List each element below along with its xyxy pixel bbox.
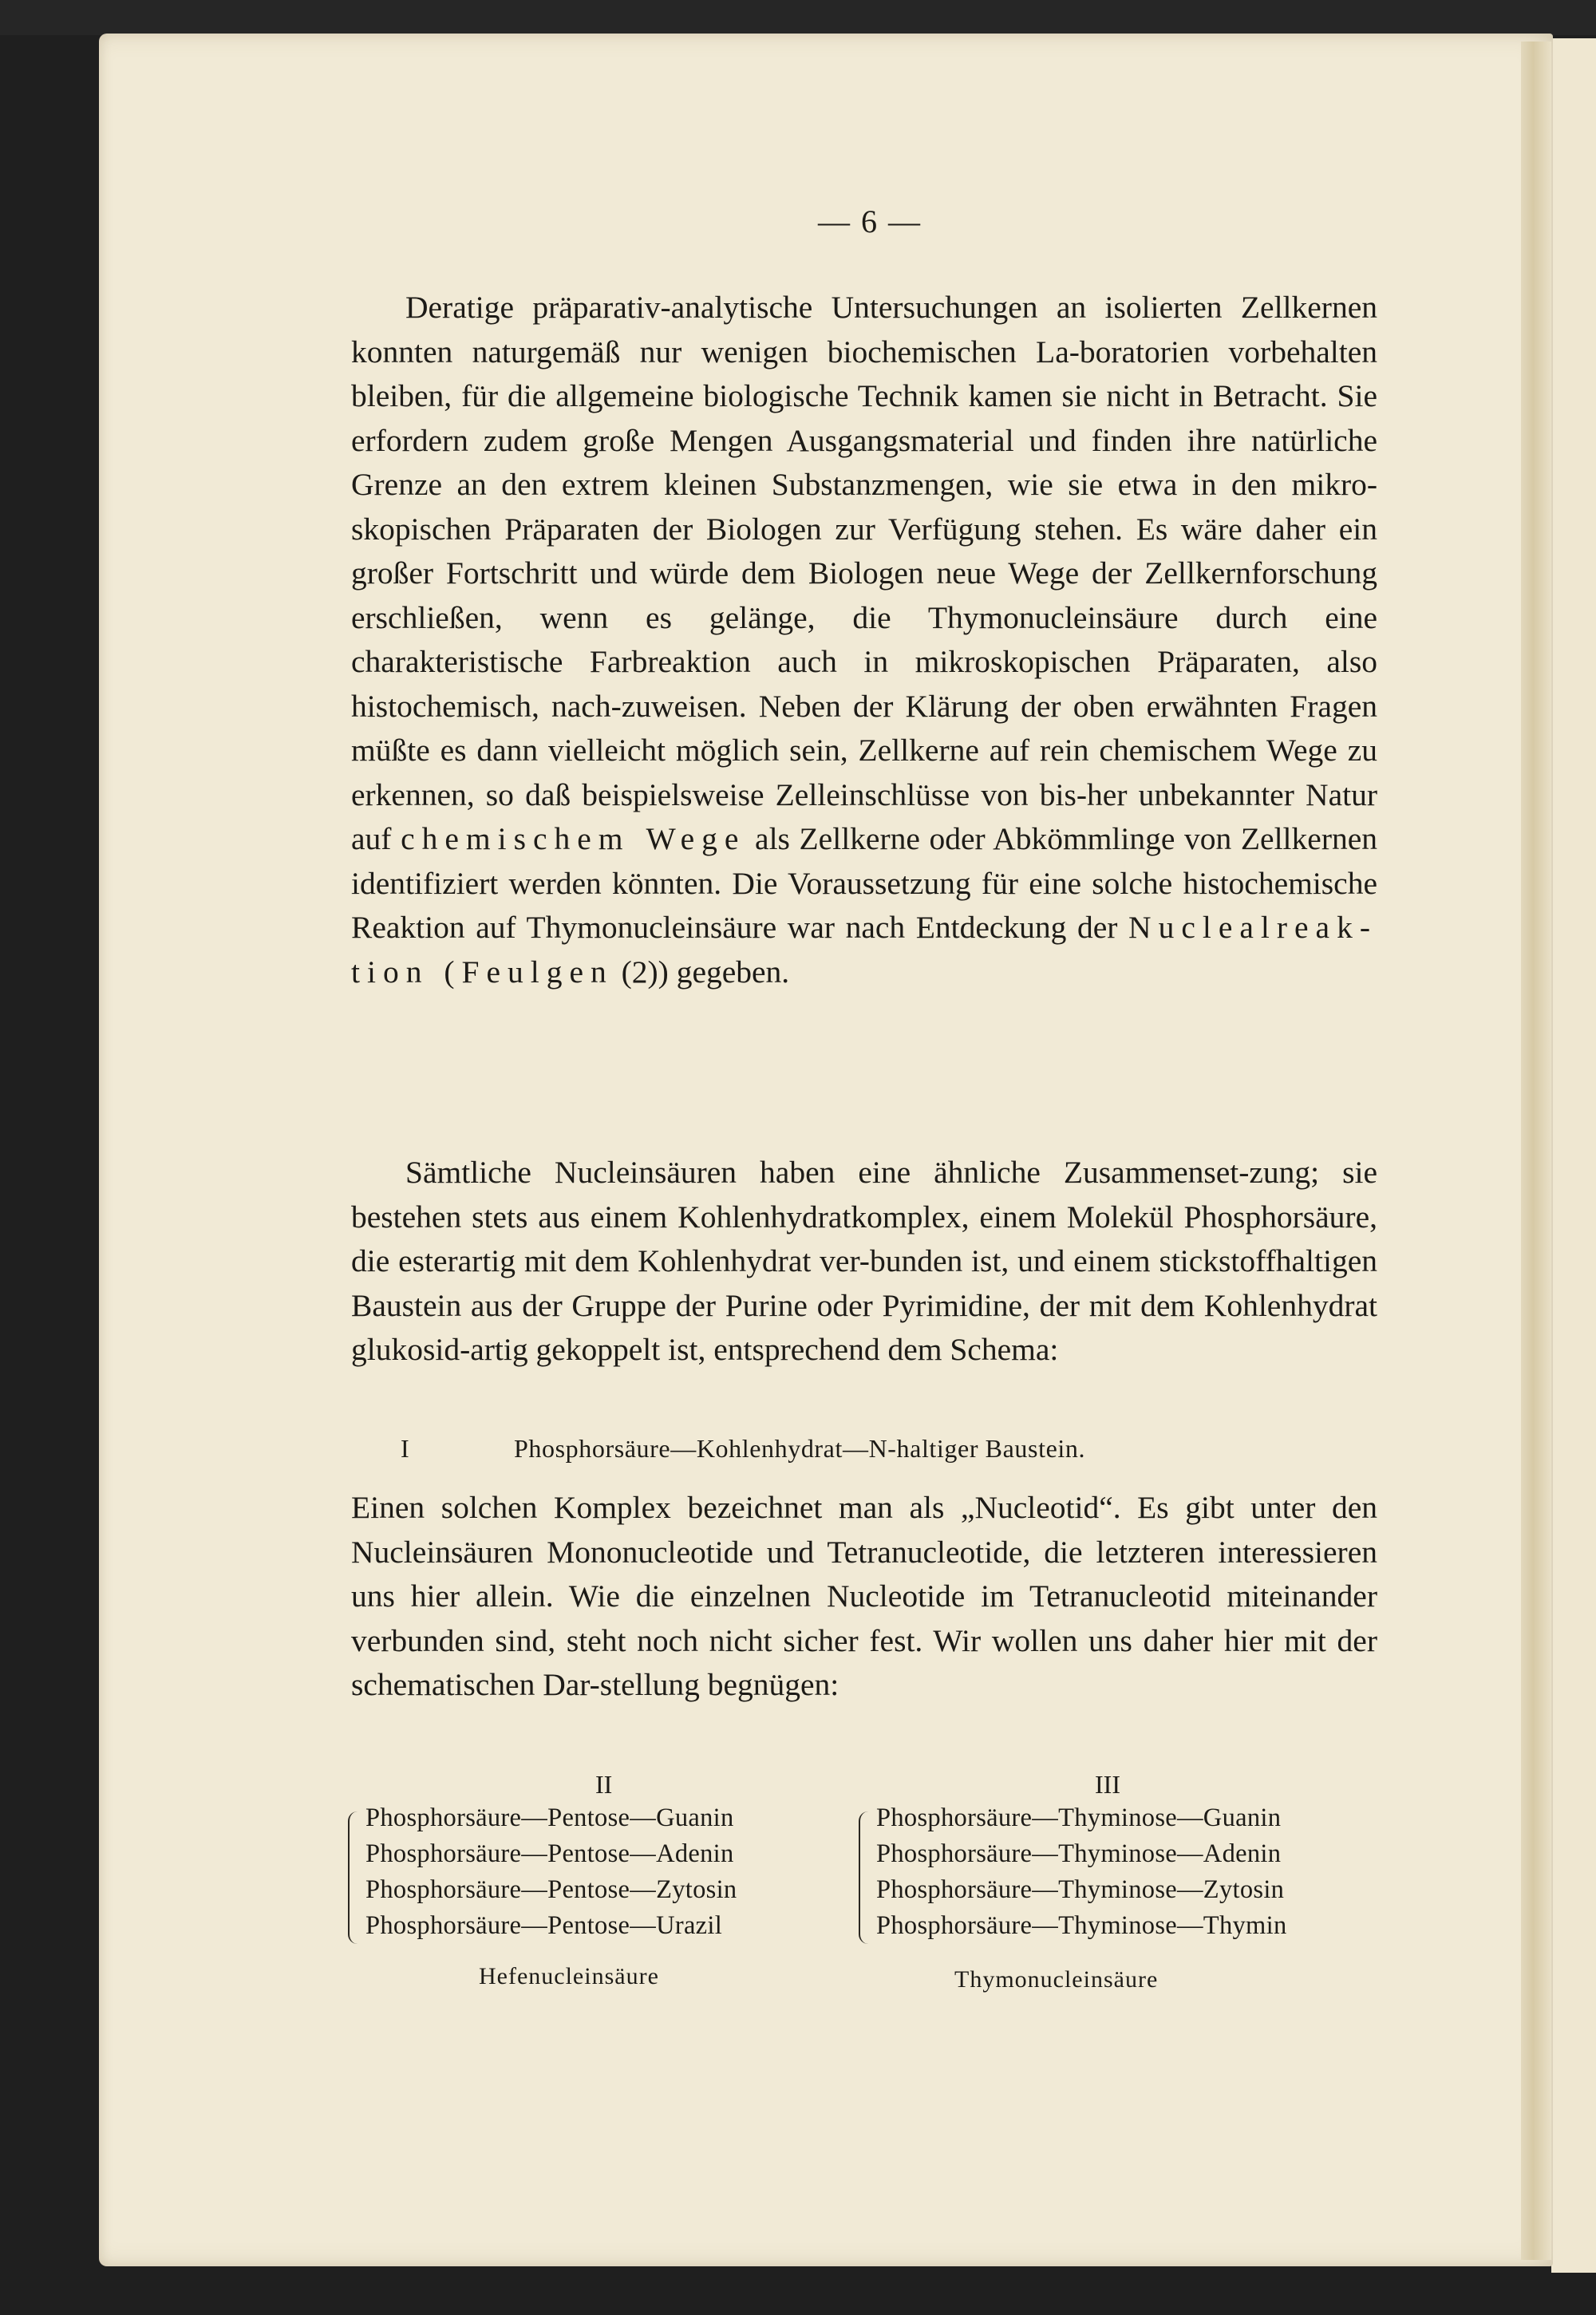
- schema-3-line: Phosphorsäure—Thyminose—Thymin: [876, 1911, 1287, 1940]
- schema-3-list: [876, 1800, 1287, 1944]
- schema-2-line: Phosphorsäure—Pentose—Adenin: [365, 1839, 734, 1868]
- schema-3-line: Phosphorsäure—Thyminose—Zytosin: [876, 1875, 1285, 1904]
- schema-3-line: Phosphorsäure—Thyminose—Guanin: [876, 1803, 1282, 1832]
- paragraph-1-text-c: skopischen Präparaten der Biologen zur Verfügung stehen. Es wäre daher ein großer Fortschritt und würde dem Biologen neue Wege der Zellkernforschung erschließen, wenn es gelänge, die Thymonucleinsäure durch eine charakteristische Farbreaktion auch in mikroskopischen Präparaten, also histochemisch, nach-: [351, 511, 1377, 724]
- schema-2-list: [365, 1800, 737, 1944]
- schema-3-caption: Thymonucleinsäure: [954, 1966, 1159, 1993]
- schema-2-caption: Hefenucleinsäure: [479, 1963, 659, 1989]
- emphasis-tion-feulgen: tion (Feulgen: [351, 954, 614, 990]
- schema-3-numeral: III: [1095, 1770, 1120, 1799]
- schema-2-line: Phosphorsäure—Pentose—Guanin: [365, 1803, 734, 1832]
- scan-background: [0, 0, 1596, 35]
- schema-1-formula: Phosphorsäure—Kohlenhydrat—N-haltiger Baustein.: [514, 1434, 1086, 1463]
- schema-1-numeral: I: [401, 1434, 409, 1463]
- emphasis-chemischem-wege: chemischem Wege: [401, 821, 746, 856]
- schema-3-line: Phosphorsäure—Thyminose—Adenin: [876, 1839, 1282, 1868]
- paragraph-1-text-g: (2)) gegeben.: [613, 954, 790, 990]
- schema-2-numeral: II: [595, 1770, 613, 1799]
- page-gutter: [1521, 41, 1551, 2260]
- schema-3-brace: [859, 1811, 868, 1944]
- schema-2-brace: [348, 1811, 358, 1944]
- adjacent-page-edge: [1551, 38, 1596, 2273]
- page-number: — 6 —: [818, 203, 922, 239]
- paragraph-1-text-b: boratorien vorbehalten bleiben, für die allgemeine biologische Technik kamen sie nicht in Betracht. Sie erfordern zudem große Mengen Ausgangsmaterial und finden ihre natürliche Grenze an den extrem kleinen Substanzmengen, wie sie etwa in den mikro-: [351, 334, 1377, 502]
- schema-2-line: Phosphorsäure—Pentose—Zytosin: [365, 1875, 737, 1904]
- paragraph-1-text-a: Deratige präparativ-analytische Untersuchungen an isolierten Zellkernen konnten naturgemäß nur wenigen biochemischen La-: [351, 290, 1377, 369]
- paragraph-1-text-e: her unbekannter Natur auf: [351, 776, 1377, 856]
- paragraph-1-text-f: als Zellkerne oder Abkömmlinge von Zellkernen identifiziert werden könnten. Die Voraussetzung für eine solche histochemische Reaktion auf Thymonucleinsäure war nach Entdeckung der: [351, 821, 1378, 945]
- paragraph-1: [351, 286, 1377, 994]
- paragraph-1-text-d: zuweisen. Neben der Klärung der oben erwähnten Fragen müßte es dann vielleicht möglich sein, Zellkerne auf rein chemischem Wege zu erkennen, so daß beispielsweise Zelleinschlüsse von bis-: [351, 688, 1377, 812]
- emphasis-nuclealreaktion: Nuclealreak-: [1128, 910, 1377, 945]
- schema-2-line: Phosphorsäure—Pentose—Urazil: [365, 1911, 723, 1940]
- paragraph-3: Einen solchen Komplex bezeichnet man als „Nucleotid“. Es gibt unter den Nucleinsäuren Mononucleotide und Tetranucleotide, die letzteren interessieren uns hier allein. Wie die einzelnen Nucleotide im Tetranucleotid miteinander verbunden sind, steht noch nicht sicher fest. Wir wollen uns daher hier mit der schematischen Dar-stellung begnügen:: [351, 1490, 1377, 1702]
- paragraph-2: Sämtliche Nucleinsäuren haben eine ähnliche Zusammenset-zung; sie bestehen stets aus einem Kohlenhydratkomplex, einem Molekül Phosphorsäure, die esterartig mit dem Kohlenhydrat ver-bunden ist, und einem stickstoffhaltigen Baustein aus der Gruppe der Purine oder Pyrimidine, der mit dem Kohlenhydrat glukosid-artig gekoppelt ist, entsprechend dem Schema:: [351, 1155, 1377, 1367]
